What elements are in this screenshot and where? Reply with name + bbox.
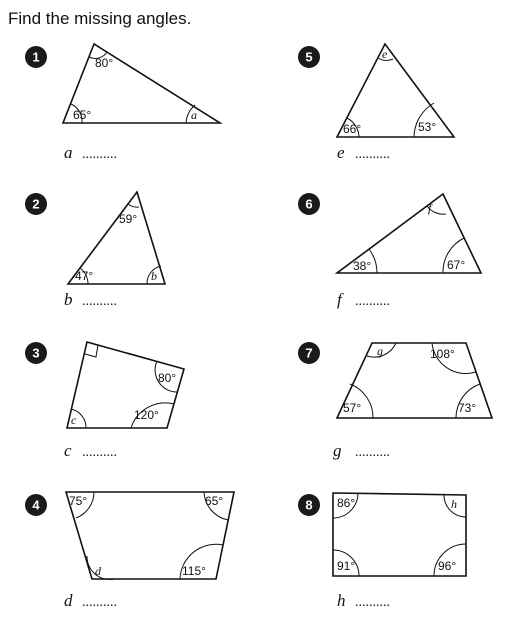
answer-letter: d [64,591,73,610]
problem-number: 6 [305,196,313,212]
angle-label: 86° [337,496,356,510]
angle-label: a [191,108,197,122]
problem-3 [25,342,184,460]
angle-label: g [377,344,383,358]
angle-label: 73° [458,401,477,415]
problem-number: 8 [305,497,313,513]
problem-number: 7 [305,345,313,361]
problem-7 [298,342,492,460]
problem-number: 3 [32,345,40,361]
angle-label: 75° [69,494,88,508]
answer-letter: a [64,143,73,162]
angle-label: e [382,47,388,61]
answer-blank: .......... [82,294,117,309]
angle-label: 65° [73,108,92,122]
angle-label: 120° [134,408,159,422]
angle-label: 80° [158,371,177,385]
angle-label: 65° [205,494,224,508]
angle-label: d [95,564,101,578]
problem-number: 1 [32,49,40,65]
angle-label: b [151,269,157,283]
angle-label: 66° [343,122,362,136]
angle-label: 38° [353,259,372,273]
problem-4 [25,492,234,610]
angle-label: 108° [430,347,455,361]
problem-number: 4 [32,497,40,513]
answer-letter: c [64,441,72,460]
answer-letter: g [333,441,342,460]
problem-1 [25,44,220,162]
angle-label: f [428,201,432,215]
problem-6 [298,193,481,309]
angle-label: 80° [95,56,114,70]
problem-8 [298,493,466,610]
angle-label: 47° [75,269,94,283]
angle-label: 96° [438,559,457,573]
problem-number: 5 [305,49,313,65]
problem-2 [25,192,165,309]
problem-5 [298,44,454,162]
problem-number: 2 [32,196,40,212]
quadrilateral-figure [67,342,184,428]
answer-letter: b [64,290,73,309]
answer-blank: .......... [82,445,117,460]
angle-label: 115° [182,564,206,578]
angle-label: 91° [337,559,356,573]
answer-blank: .......... [355,294,390,309]
answer-letter: f [337,290,342,309]
answer-blank: .......... [82,595,117,610]
right-angle-marker [85,345,98,357]
angle-label: 53° [418,120,437,134]
answer-blank: .......... [355,595,390,610]
answer-letter: e [337,143,345,162]
answer-blank: .......... [355,147,390,162]
angle-label: 67° [447,258,466,272]
angle-label: 59° [119,212,138,226]
angle-arc [128,204,139,207]
worksheet-title: Find the missing angles. [8,9,192,28]
angle-label: 57° [343,401,362,415]
angle-label: c [71,413,77,427]
answer-blank: .......... [82,147,117,162]
answer-letter: h [337,591,346,610]
angle-label: h [451,497,457,511]
answer-blank: .......... [355,445,390,460]
